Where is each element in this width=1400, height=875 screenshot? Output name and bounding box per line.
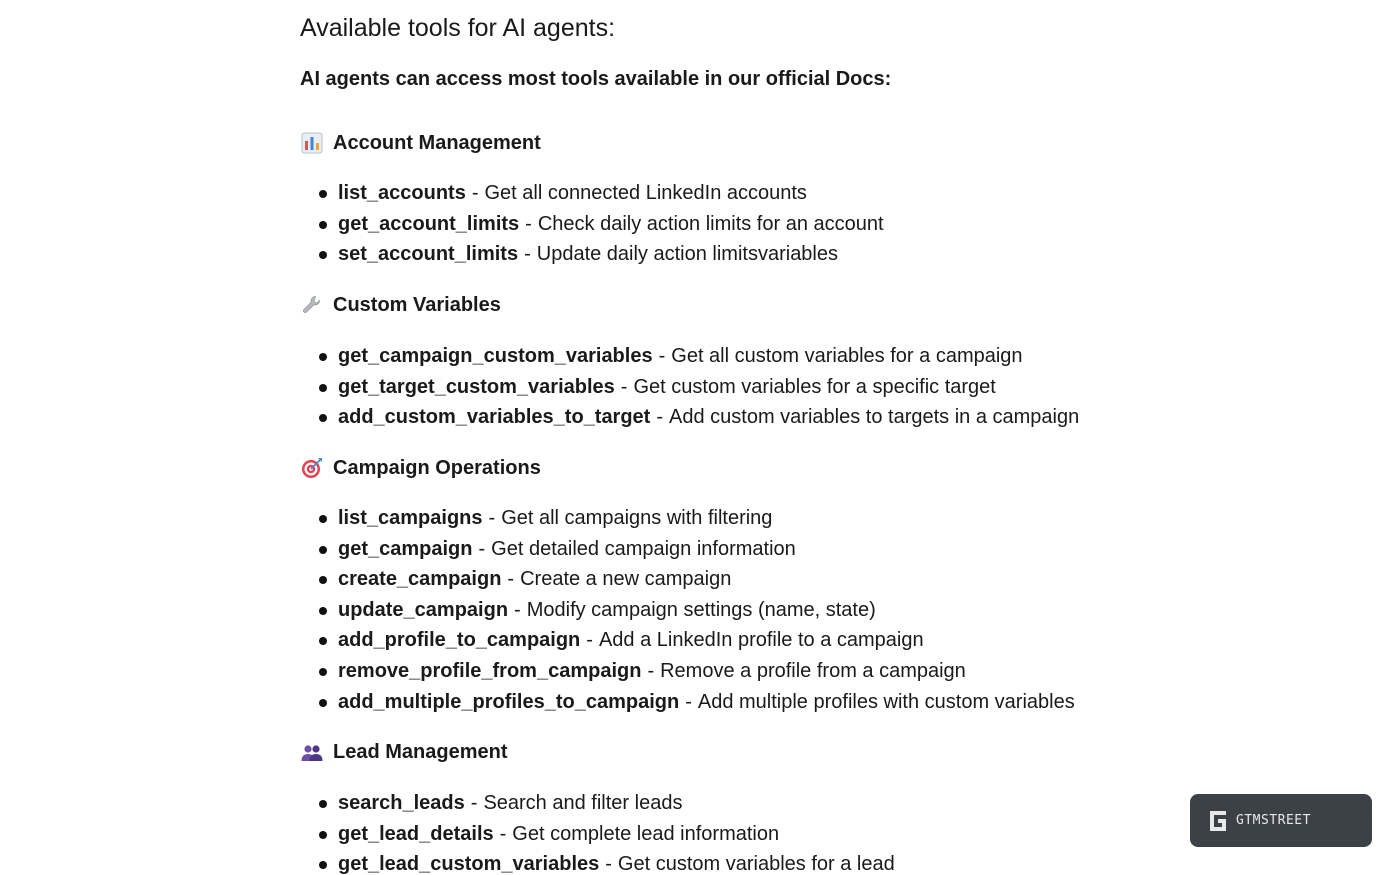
list-item xyxy=(300,239,884,270)
separator: - xyxy=(514,598,521,621)
bullet xyxy=(319,637,327,645)
list-item xyxy=(300,534,1075,565)
separator: - xyxy=(685,690,692,713)
intro-text: AI agents can access most tools available in our official Docs: xyxy=(300,68,892,90)
tool-name: create_campaign xyxy=(338,568,502,591)
list-item xyxy=(300,402,1079,433)
bullet xyxy=(319,190,327,198)
tool-name: get_campaign xyxy=(338,537,473,560)
separator: - xyxy=(471,182,479,204)
bullet xyxy=(319,607,327,615)
tool-description: Remove a profile from a campaign xyxy=(660,659,966,682)
separator: - xyxy=(524,243,531,266)
separator: - xyxy=(470,792,478,814)
tool-description: Add a LinkedIn profile to a campaign xyxy=(598,629,924,652)
list-item xyxy=(300,209,884,240)
page-title: Available tools for AI agents: xyxy=(300,14,616,42)
section-heading-custom-variables xyxy=(300,290,501,320)
tool-description: Get all campaigns with filtering xyxy=(501,507,773,529)
target-icon xyxy=(300,456,324,480)
tool-list-account-management xyxy=(300,178,884,270)
separator: - xyxy=(605,853,612,875)
separator: - xyxy=(658,345,666,367)
bullet xyxy=(319,699,327,707)
list-item xyxy=(300,564,1075,595)
list-item xyxy=(300,178,884,209)
list-item xyxy=(300,656,1075,687)
bullet xyxy=(319,515,327,523)
bullet xyxy=(319,353,327,361)
list-item xyxy=(300,372,1079,403)
bullet xyxy=(319,546,327,554)
tool-description: Search and filter leads xyxy=(483,792,683,814)
tool-name: add_multiple_profiles_to_campaign xyxy=(338,690,680,713)
section-title: Custom Variables xyxy=(333,293,501,316)
tool-description: Get detailed campaign information xyxy=(491,537,796,560)
separator: - xyxy=(586,629,593,652)
tool-name: update_campaign xyxy=(338,598,509,621)
tool-description: Add multiple profiles with custom variables xyxy=(697,690,1075,713)
bullet xyxy=(319,831,327,839)
tool-description: Check daily action limits for an account xyxy=(537,212,884,235)
list-item xyxy=(300,503,1075,534)
bullet xyxy=(319,861,327,869)
gtmstreet-badge[interactable] xyxy=(1190,794,1372,847)
tool-name: get_lead_details xyxy=(338,822,494,845)
bullet xyxy=(319,800,327,808)
separator: - xyxy=(620,375,628,398)
tool-name: add_custom_variables_to_target xyxy=(338,406,651,429)
tool-description: Create a new campaign xyxy=(520,568,732,591)
separator: - xyxy=(478,537,486,560)
tool-name: get_target_custom_variables xyxy=(338,375,615,398)
tool-name: get_account_limits xyxy=(338,212,520,235)
tool-description: Get complete lead information xyxy=(512,822,780,845)
list-item xyxy=(300,341,1079,372)
list-item xyxy=(300,687,1075,718)
separator: - xyxy=(499,822,507,845)
tool-description: Update daily action limitsvariables xyxy=(536,243,838,266)
wrench-icon xyxy=(300,293,324,317)
list-item xyxy=(300,788,895,819)
bullet xyxy=(319,668,327,676)
bullet xyxy=(319,576,327,584)
tool-name: set_account_limits xyxy=(338,243,519,266)
bullet xyxy=(319,414,327,422)
tool-name: search_leads xyxy=(338,792,465,814)
section-heading-lead-management xyxy=(300,737,507,767)
list-item xyxy=(300,595,1075,626)
tool-list-lead-management xyxy=(300,788,895,875)
tool-name: add_profile_to_campaign xyxy=(338,629,581,652)
tool-description: Get all custom variables for a campaign xyxy=(671,345,1023,367)
tool-name: list_campaigns xyxy=(338,507,483,529)
list-item xyxy=(300,849,895,875)
section-heading-campaign-operations xyxy=(300,453,541,483)
section-title: Campaign Operations xyxy=(333,456,541,479)
bullet xyxy=(319,251,327,259)
separator: - xyxy=(525,212,532,235)
tool-description: Get custom variables for a lead xyxy=(617,853,895,875)
gtmstreet-logo-icon xyxy=(1208,809,1228,833)
people-icon xyxy=(300,740,324,764)
tool-name: list_accounts xyxy=(338,182,466,204)
section-title: Account Management xyxy=(333,131,541,154)
tool-list-campaign-operations xyxy=(300,503,1075,717)
bar-chart-icon xyxy=(300,131,324,155)
separator: - xyxy=(507,568,515,591)
bullet xyxy=(319,384,327,392)
tool-description: Add custom variables to targets in a campaign xyxy=(669,406,1080,429)
list-item xyxy=(300,625,1075,656)
tool-list-custom-variables xyxy=(300,341,1079,433)
separator: - xyxy=(488,507,496,529)
separator: - xyxy=(647,659,655,682)
tool-name: get_campaign_custom_variables xyxy=(338,345,653,367)
tool-name: remove_profile_from_campaign xyxy=(338,659,642,682)
list-item xyxy=(300,819,895,850)
separator: - xyxy=(656,406,664,429)
tool-description: Get custom variables for a specific target xyxy=(633,375,996,398)
bullet xyxy=(319,221,327,229)
section-title: Lead Management xyxy=(333,740,508,763)
badge-text: GTMSTREET xyxy=(1236,813,1311,828)
tool-description: Get all connected LinkedIn accounts xyxy=(484,182,807,204)
tool-name: get_lead_custom_variables xyxy=(338,853,600,875)
section-heading-account-management xyxy=(300,128,541,158)
tool-description: Modify campaign settings (name, state) xyxy=(526,598,876,621)
